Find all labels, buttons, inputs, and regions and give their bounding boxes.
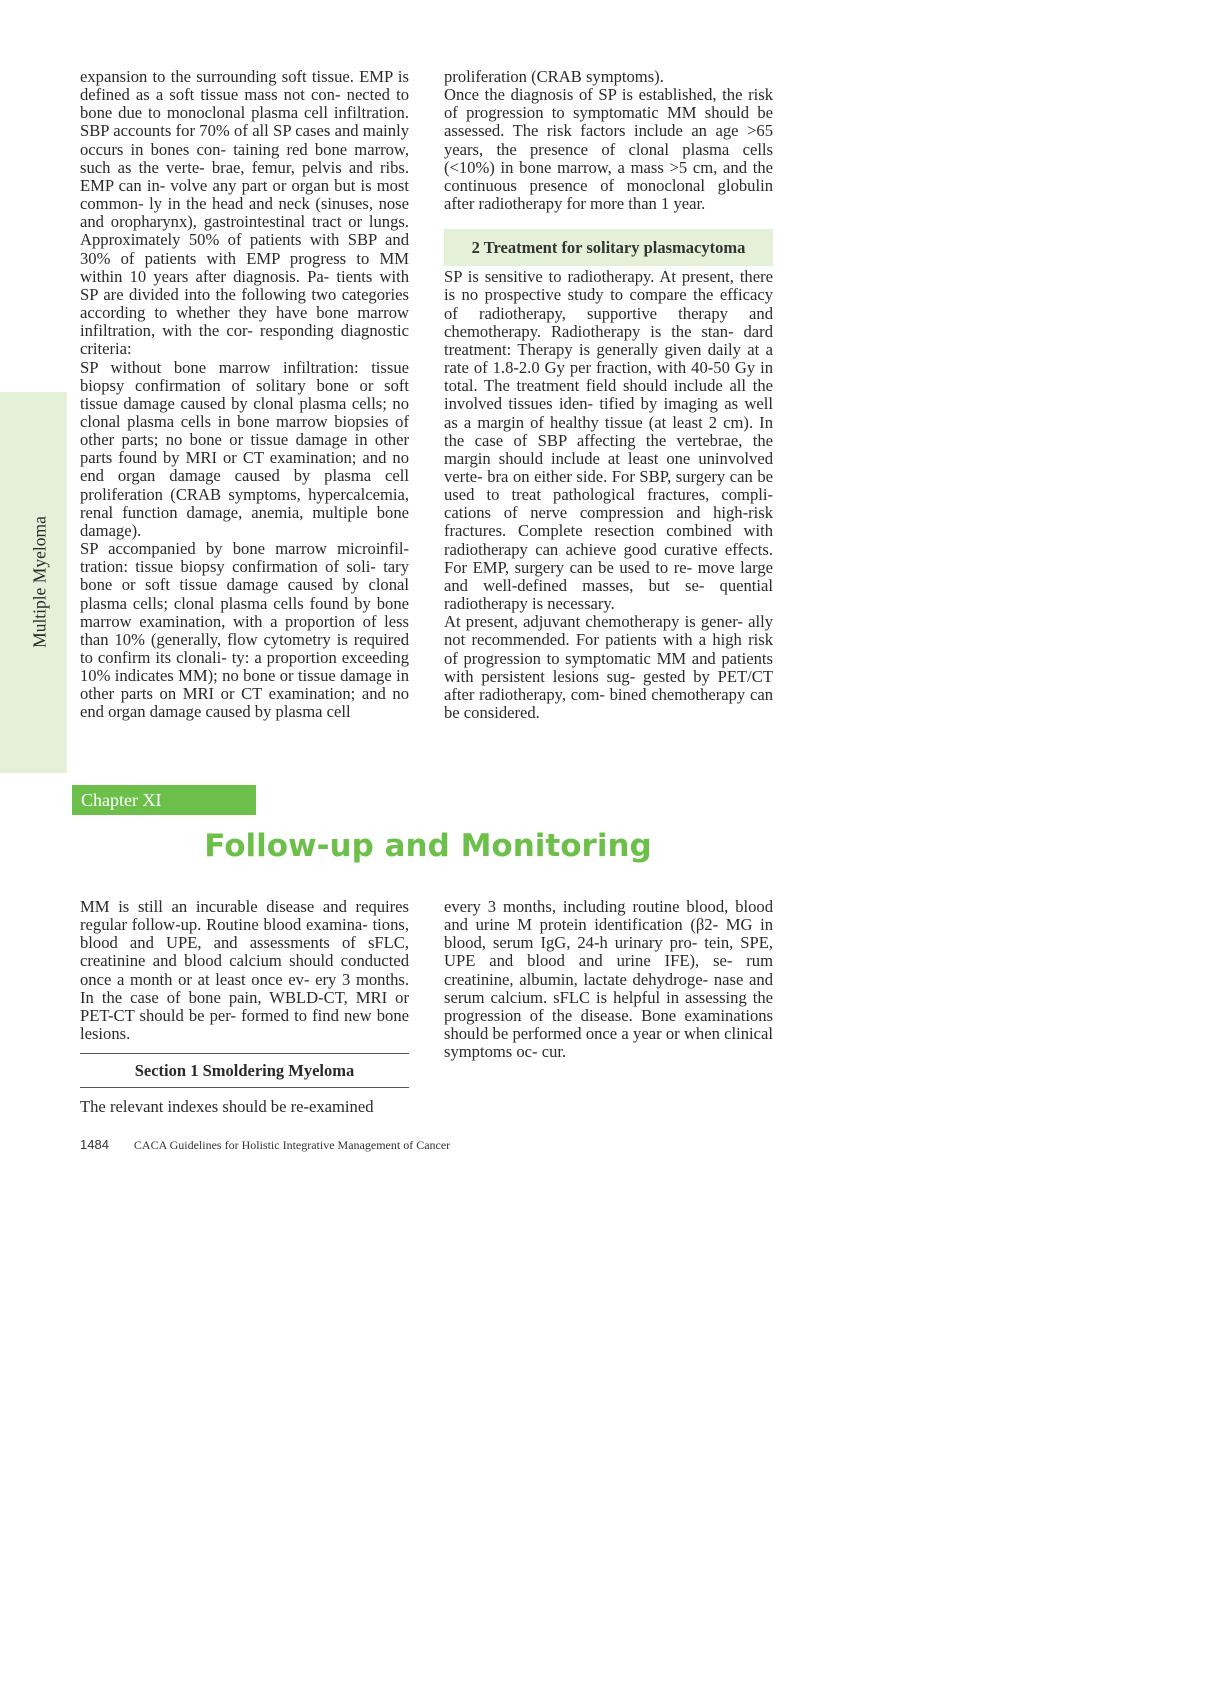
- chapter-title: Follow-up and Monitoring: [204, 828, 652, 864]
- paragraph: SP without bone marrow infiltration: tissue biopsy confirmation of solitary bone or soft tissue damage caused by clonal plasma cells; no clonal plasma cells in bone marrow biopsies of other parts; no bone or tissue damage in other parts found by MRI or CT examination; and no end organ damage caused by plasma cell proliferation (CRAB symptoms, hypercalcemia, renal function damage, anemia, multiple bone damage).: [80, 357, 409, 540]
- paragraph: expansion to the surrounding soft tissue. EMP is defined as a soft tissue mass not con- nected to bone due to monoclonal plasma cell infiltration. SBP accounts for 70% of all SP cases and mainly occurs in bones con- taining red bone marrow, such as the verte- brae, femur, pelvis and ribs. EMP can in- volve any part or organ but is most common- ly in the head and neck (sinuses, nose and oropharynx), gastrointestinal tract or lungs. Approximately 50% of patients with SBP and 30% of patients with EMP progress to MM within 10 years after diagnosis. Pa- tients with SP are divided into the following two categories according to whether they have bone marrow infiltration, with the cor- responding diagnostic criteria:: [80, 67, 409, 359]
- page-number: 1484: [80, 1137, 109, 1152]
- paragraph: every 3 months, including routine blood, blood and urine M protein identification (β2- MG in blood, serum IgG, 24-h urinary pro- tein, SPE, UPE and blood and urine IFE), se- rum creatinine, albumin, lactate dehydroge- nase and serum calcium. sFLC is helpful in assessing the progression of the disease. Bone examinations should be performed once a year or when clinical symptoms oc- cur.: [444, 897, 773, 1062]
- top-right-column: [444, 68, 773, 722]
- paragraph: MM is still an incurable disease and requires regular follow-up. Routine blood examina- tions, blood and UPE, and assessments of sFLC, creatinine and blood calcium should conducted once a month or at least once ev- ery 3 months. In the case of bone pain, WBLD-CT, MRI or PET-CT should be per- formed to find new bone lesions.: [80, 897, 409, 1044]
- paragraph: Once the diagnosis of SP is established, the risk of progression to symptomatic MM should be assessed. The risk factors include an age >65 years, the presence of clonal plasma cells (<10%) in bone marrow, a mass >5 cm, and the continuous presence of monoclonal globulin after radiotherapy for more than 1 year.: [444, 85, 773, 214]
- paragraph: At present, adjuvant chemotherapy is gener- ally not recommended. For patients with a high risk of progression to symptomatic MM and patients with persistent lesions sug- gested by PET/CT after radiotherapy, com- bined chemotherapy can be considered.: [444, 612, 773, 722]
- top-left-column: [80, 68, 409, 722]
- paragraph: SP accompanied by bone marrow microinfil- tration: tissue biopsy confirmation of soli- tary bone or soft tissue damage caused by clonal plasma cells; clonal plasma cells found by bone marrow examination, with a proportion of less than 10% (generally, flow cytometry is required to confirm its clonali- ty: a proportion exceeding 10% indicates MM); no bone or tissue damage in other parts on MRI or CT examination; and no end organ damage caused by plasma cell: [80, 539, 409, 722]
- side-tab-label: Multiple Myeloma: [29, 516, 50, 648]
- section-heading-treatment: 2 Treatment for solitary plasmacytoma: [444, 229, 773, 266]
- bottom-right-column: [444, 898, 773, 1061]
- paragraph: The relevant indexes should be re-examined: [80, 1097, 374, 1117]
- paragraph: SP is sensitive to radiotherapy. At present, there is no prospective study to compare the efficacy of radiotherapy, supportive therapy and chemotherapy. Radiotherapy is the stan- dard treatment: Therapy is generally given daily at a rate of 1.8-2.0 Gy per fraction, with 40-50 Gy in total. The treatment field should include all the involved tissues iden- tified by imaging as well as a margin of healthy tissue (at least 2 cm). In the case of SBP affecting the vertebrae, the margin should include at least one uninvolved verte- bra on either side. For SBP, surgery can be used to treat pathological fractures, compli- cations of nerve compression and high-risk fractures. Complete resection combined with radiotherapy can achieve good curative effects. For EMP, surgery can be used to re- move large and well-defined masses, but se- quential radiotherapy is necessary.: [444, 267, 773, 614]
- chapter-badge: Chapter XI: [72, 785, 256, 815]
- page-footer: [80, 1137, 450, 1153]
- running-title: CACA Guidelines for Holistic Integrative Management of Cancer: [133, 1138, 451, 1152]
- bottom-left-column: [80, 898, 409, 1116]
- paragraph: proliferation (CRAB symptoms).: [444, 67, 664, 86]
- section-heading-smoldering-myeloma: Section 1 Smoldering Myeloma: [80, 1053, 409, 1088]
